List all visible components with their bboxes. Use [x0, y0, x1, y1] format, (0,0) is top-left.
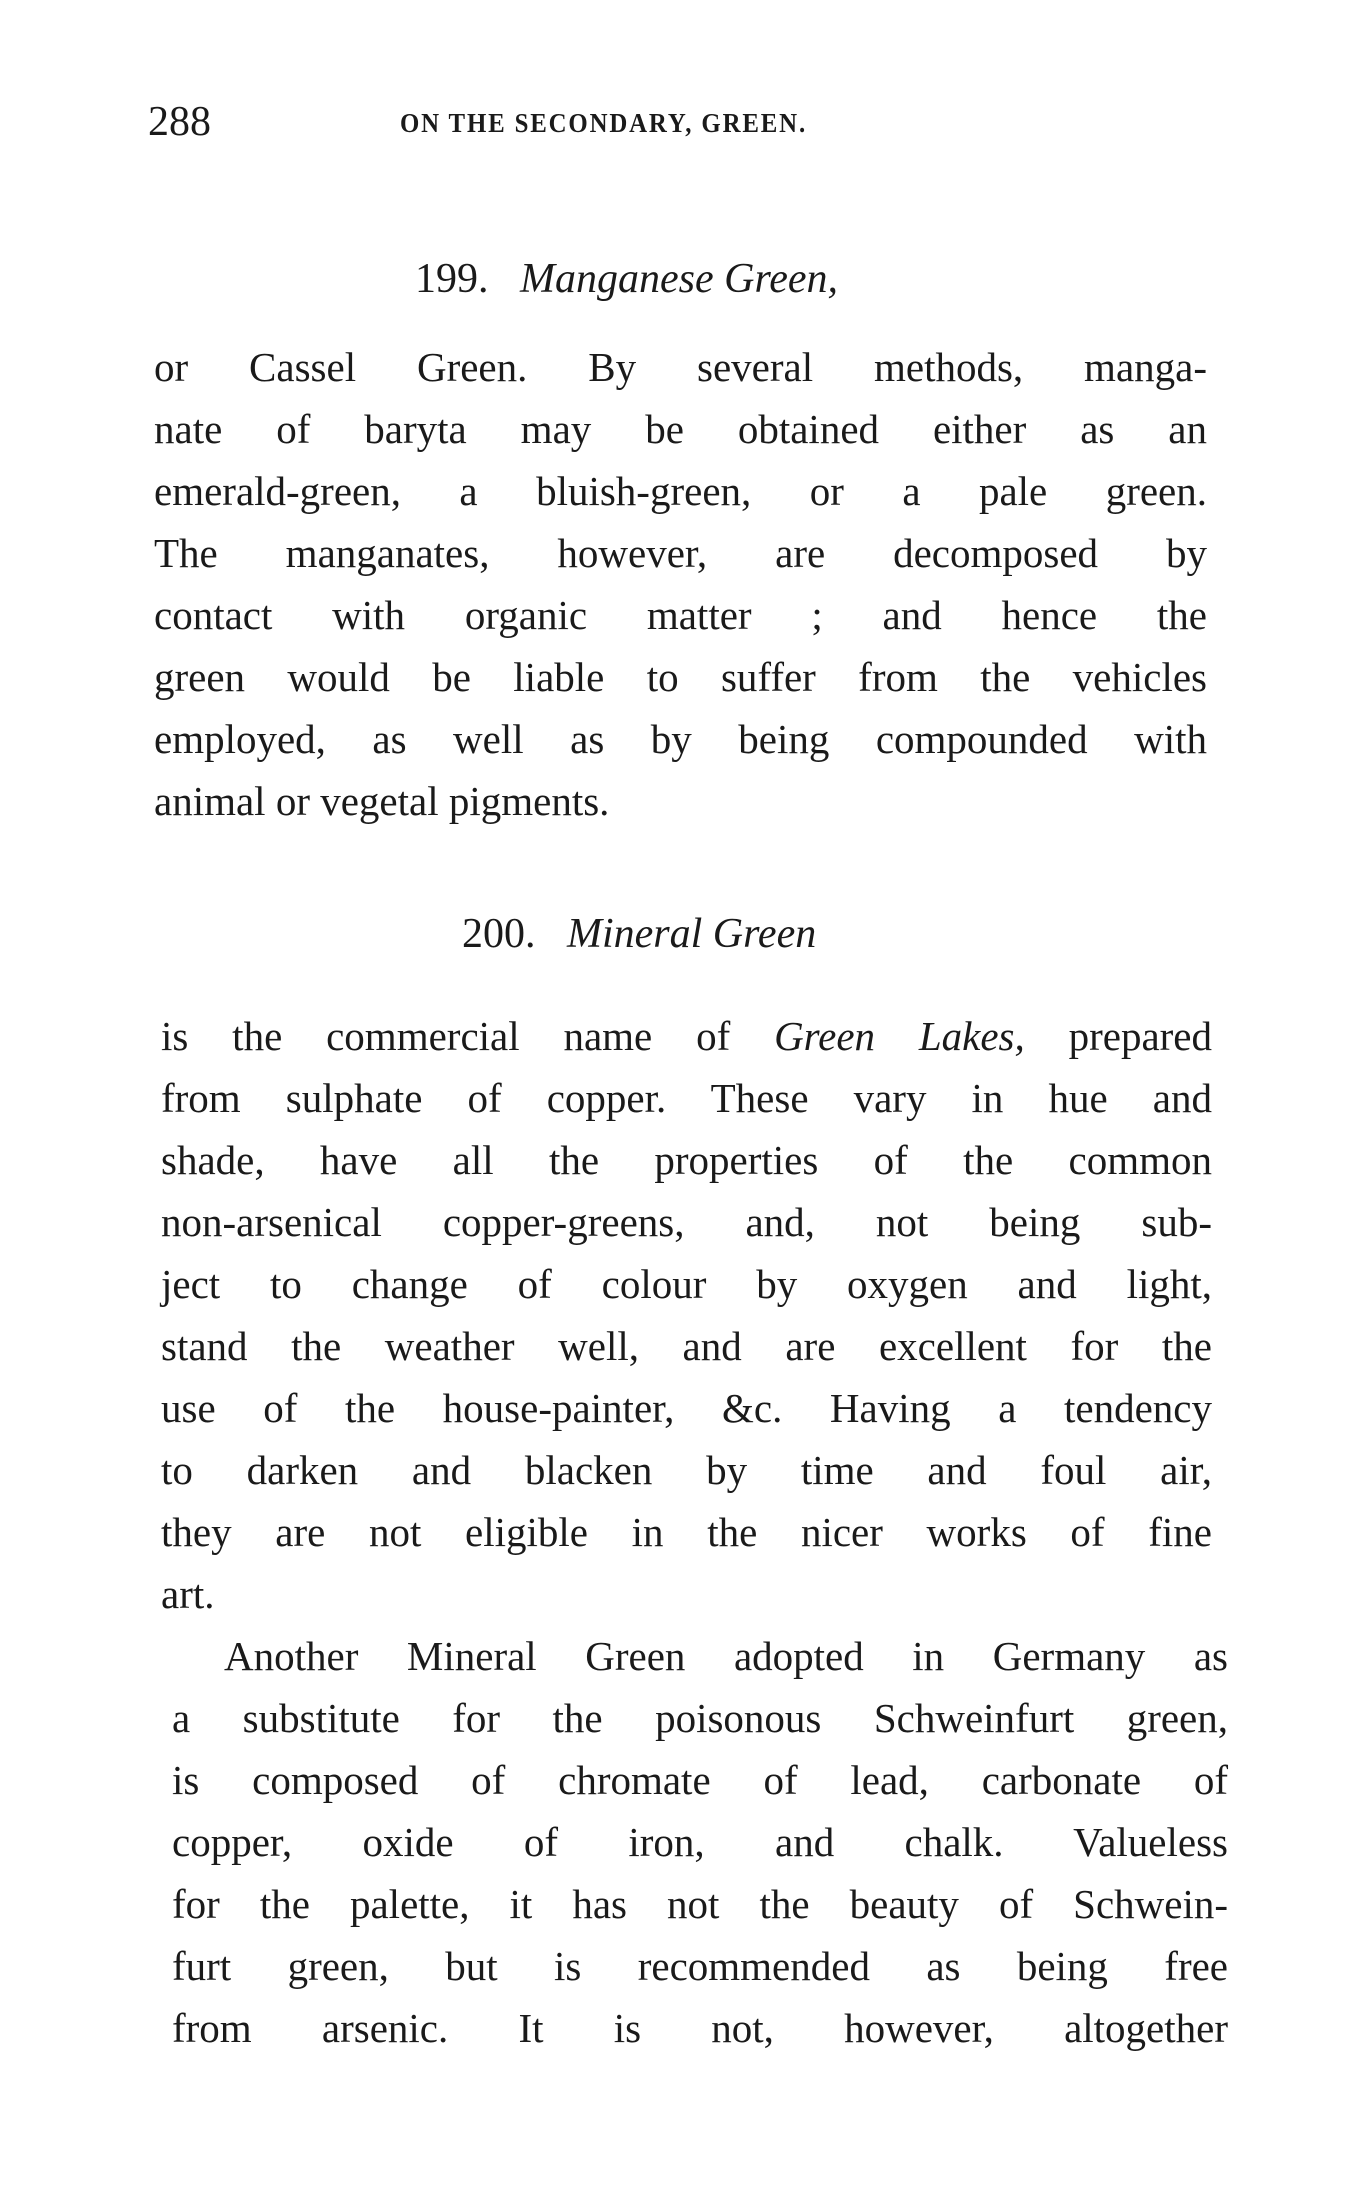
running-title: ON THE SECONDARY, GREEN. — [400, 108, 807, 138]
text-line: ject to change of colour by oxygen and light, — [161, 1261, 1212, 1307]
text-line: emerald-green, a bluish-green, or a pale green. — [154, 468, 1207, 514]
text-line: use of the house-painter, &c. Having a tendency — [161, 1385, 1212, 1431]
text-line: is composed of chromate of lead, carbonate of — [172, 1757, 1228, 1803]
section-number: 200. — [462, 911, 536, 957]
text-line: Another Mineral Green adopted in Germany as — [224, 1633, 1228, 1679]
text-line: employed, as well as by being compounded with — [154, 716, 1207, 762]
text-line: shade, have all the properties of the common — [161, 1137, 1212, 1183]
text-line: contact with organic matter ; and hence the — [154, 592, 1207, 638]
text-line: animal or vegetal pigments. — [154, 778, 610, 824]
section-199-body — [154, 336, 1207, 832]
text-line: stand the weather well, and are excellent for the — [161, 1323, 1212, 1369]
section-heading-199 — [415, 255, 838, 303]
text-line — [161, 1005, 1212, 1067]
text-segment: is the commercial name of — [161, 1013, 731, 1059]
page-number: 288 — [148, 99, 211, 145]
italic-term: Green Lakes, — [774, 1013, 1025, 1059]
text-line: from sulphate of copper. These vary in hue and — [161, 1075, 1212, 1121]
text-line: furt green, but is recommended as being free — [172, 1943, 1228, 1989]
text-line: or Cassel Green. By several methods, manga- — [154, 344, 1207, 390]
text-line: art. — [161, 1571, 215, 1617]
section-heading-200 — [462, 910, 816, 958]
text-line: to darken and blacken by time and foul air, — [161, 1447, 1212, 1493]
text-line: for the palette, it has not the beauty of Schwein- — [172, 1881, 1228, 1927]
text-line: nate of baryta may be obtained either as an — [154, 406, 1207, 452]
section-200-paragraph-2 — [172, 1625, 1228, 2059]
text-line: copper, oxide of iron, and chalk. Valueless — [172, 1819, 1228, 1865]
text-line: from arsenic. It is not, however, altogether — [172, 2005, 1228, 2051]
text-segment: prepared — [1068, 1013, 1213, 1059]
text-line: a substitute for the poisonous Schweinfurt green, — [172, 1695, 1228, 1741]
text-line: green would be liable to suffer from the vehicles — [154, 654, 1207, 700]
text-line: they are not eligible in the nicer works of fine — [161, 1509, 1212, 1555]
text-line: non-arsenical copper-greens, and, not being sub- — [161, 1199, 1212, 1245]
section-title: Mineral Green — [567, 911, 817, 957]
text-line: The manganates, however, are decomposed by — [154, 530, 1207, 576]
section-number: 199. — [415, 256, 489, 302]
section-title: Manganese Green, — [520, 256, 839, 302]
section-200-body — [161, 1005, 1212, 1625]
